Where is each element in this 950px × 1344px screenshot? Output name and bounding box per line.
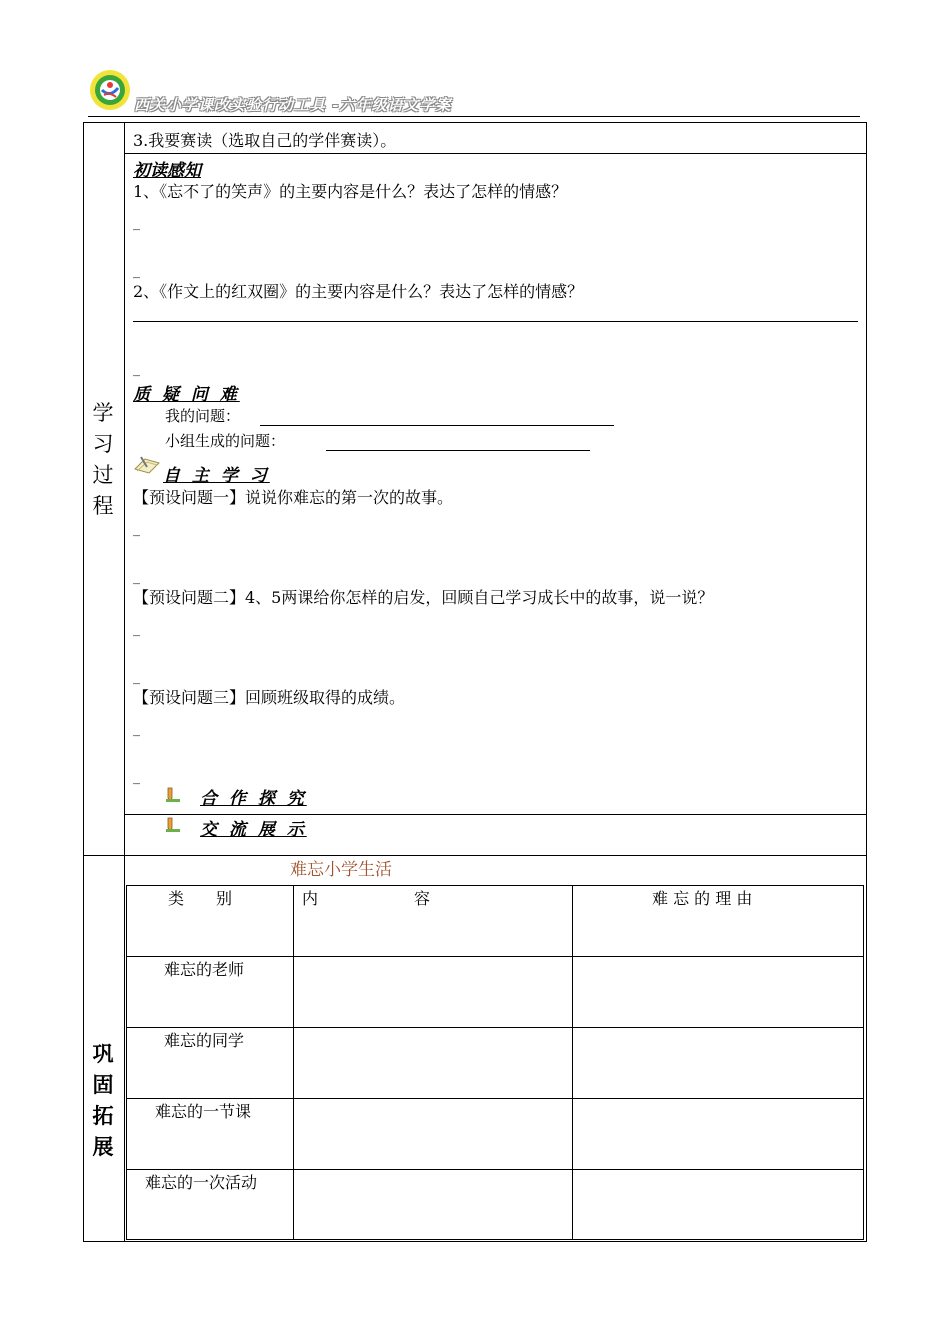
answer-line[interactable] [133,321,858,322]
self-study-title: 自 主 学 习 [163,466,270,486]
frame-right [866,122,867,1241]
table-title: 难忘小学生活 [290,860,392,880]
table-header-reason: 难 忘 的 理 由 [652,889,753,908]
book-icon [133,453,161,477]
group-question-label: 小组生成的问题： [165,432,286,450]
frame-top [83,122,867,123]
my-question-label: 我的问题： [165,407,241,425]
share-title-text: 交 流 展 示 [200,820,307,840]
table-row-activity: 难忘的一次活动 [145,1173,258,1192]
table-row-lesson: 难忘的一节课 [155,1102,252,1121]
table-header-category: 类 别 [168,889,233,908]
preset-question-2: 【预设问题二】4、5两课给你怎样的启发，回顾自己学习成长中的故事，说一说？ [133,588,714,607]
intro-text: 3.我要赛读（选取自己的学伴赛读）。 [133,131,397,150]
question-difficulty-title: 质 疑 问 难 [133,385,240,405]
table-row-teacher: 难忘的老师 [164,960,245,979]
answer-blank[interactable]: _ [133,621,140,637]
table-row-line [126,956,864,957]
answer-blank[interactable]: _ [133,769,140,785]
table-header-content: 内 容 [302,889,431,908]
preset-question-1: 【预设问题一】说说你难忘的第一次的故事。 [133,488,454,507]
first-read-title: 初读感知 [133,161,201,181]
answer-blank[interactable]: _ [133,263,140,279]
side-label-consolidate [88,1038,118,1162]
table-row-line [126,1169,864,1170]
question-2: 2、《作文上的红双圈》的主要内容是什么？表达了怎样的情感？ [133,282,584,301]
answer-blank[interactable]: _ [133,569,140,585]
answer-blank[interactable]: _ [133,215,140,231]
my-question-line[interactable] [260,425,614,426]
row-divider-1 [124,153,866,154]
cooperate-title-text: 合 作 探 究 [200,789,307,809]
table-top [126,885,864,886]
share-title [178,815,307,840]
table-col-line [293,885,294,1239]
school-logo [88,68,132,112]
table-col-line [126,885,127,1239]
answer-blank[interactable]: _ [133,669,140,685]
frame-left [83,122,84,1241]
header-title: 西关小学课改实验行动工具 -六年级语文学案 [134,96,452,114]
preset-question-3: 【预设问题三】回顾班级取得的成绩。 [133,688,406,707]
table-row-line [126,1098,864,1099]
side-label-learning-process [88,398,118,522]
section-divider [83,855,867,856]
group-question-line[interactable] [326,450,590,451]
table-row-classmate: 难忘的同学 [164,1031,245,1050]
header-rule [88,116,860,117]
table-col-line [863,885,864,1239]
table-row-line [126,1027,864,1028]
table-bottom [126,1239,864,1240]
column-divider [124,122,125,1241]
cooperate-title [178,784,307,809]
side-char: 巩 固 拓 展 [92,1041,114,1159]
answer-blank[interactable]: _ [133,721,140,737]
side-char: 学 习 过 程 [92,401,114,518]
question-1: 1、《忘不了的笑声》的主要内容是什么？表达了怎样的情感？ [133,182,568,201]
answer-blank[interactable]: _ [133,361,140,377]
frame-bottom [83,1241,867,1242]
answer-blank[interactable]: _ [133,521,140,537]
table-col-line [572,885,573,1239]
